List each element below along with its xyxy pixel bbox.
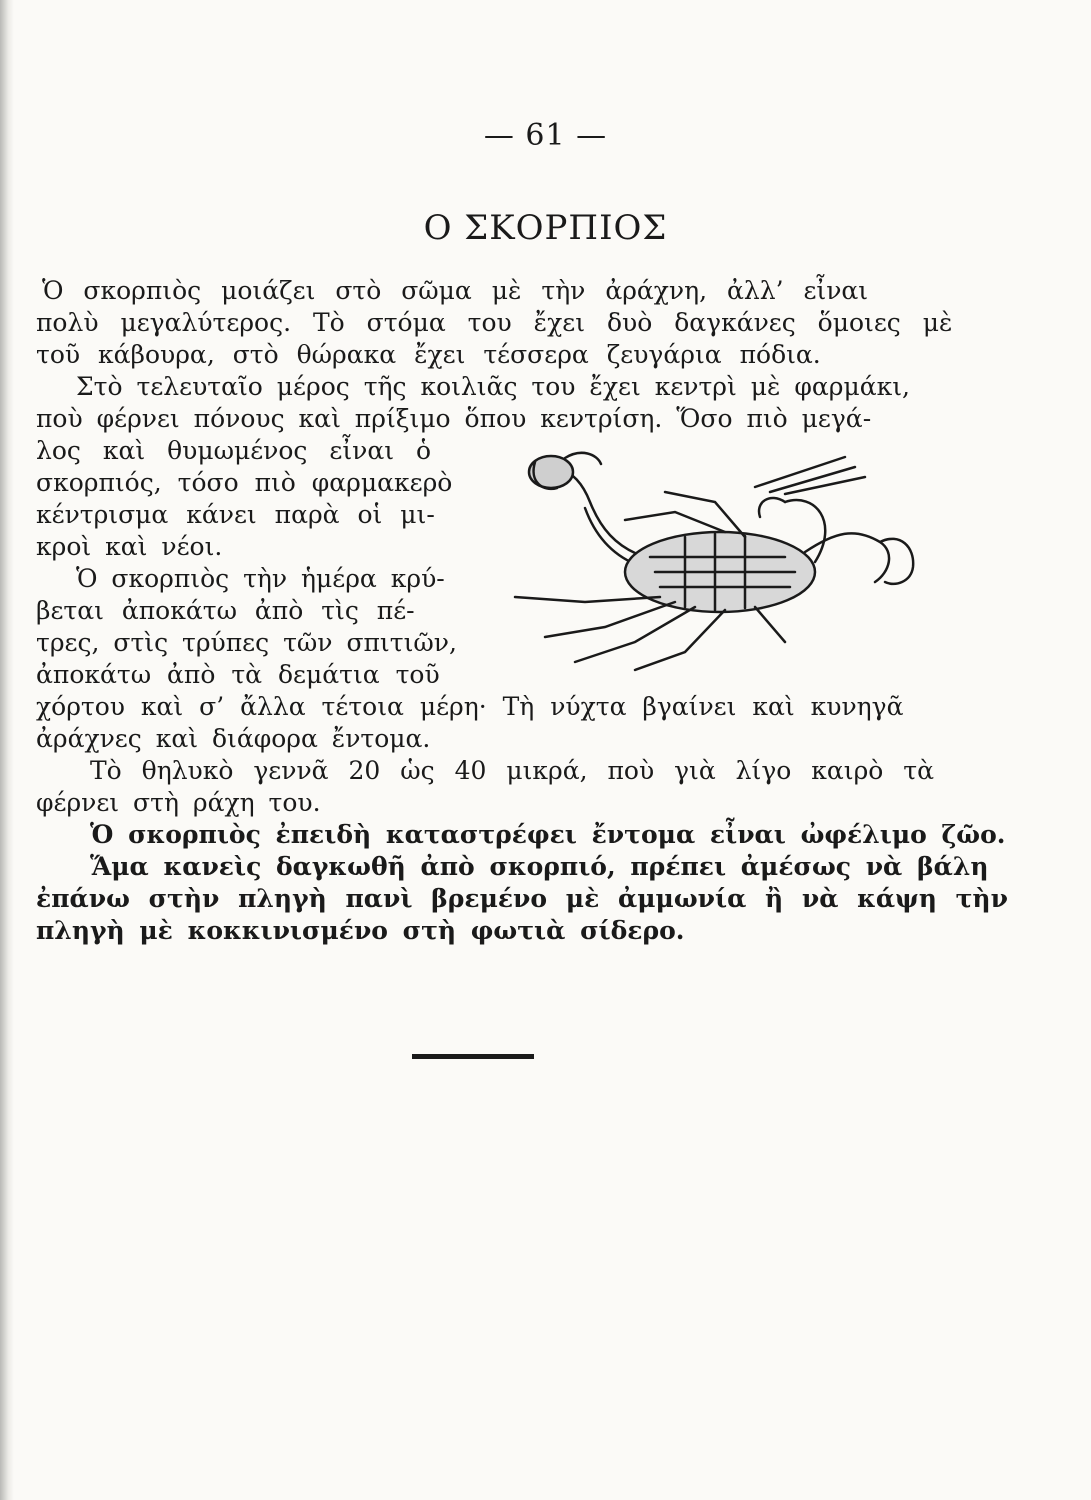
text-line: ἀράχνες καὶ διάφορα ἔντομα. — [36, 724, 431, 753]
text-line: σκορπιός, τόσο πιὸ φαρμακερὸ — [36, 468, 453, 497]
text-line: Ἅμα κανεὶς δαγκωθῆ ἀπὸ σκορπιό, πρέπει ἀμέσως νὰ βάλη — [90, 852, 989, 881]
text-line: λος καὶ θυμωμένος εἶναι ὁ — [36, 436, 432, 465]
page-title: Ο ΣΚΟΡΠΙΟΣ — [423, 208, 668, 248]
text-line: Τὸ θηλυκὸ γεννᾶ 20 ὡς 40 μικρά, ποὺ γιὰ λίγο καιρὸ τὰ — [90, 756, 934, 785]
text-line: ἀποκάτω ἀπὸ τὰ δεμάτια τοῦ — [36, 660, 440, 689]
text-line: κέντρισμα κάνει παρὰ οἱ μι- — [36, 500, 435, 529]
text-line: φέρνει στὴ ράχη του. — [36, 788, 321, 817]
text-line: Στὸ τελευταῖο μέρος τῆς κοιλιᾶς του ἔχει κεντρὶ μὲ φαρμάκι, — [76, 372, 910, 401]
text-line: Ὁ σκορπιὸς ἐπειδὴ καταστρέφει ἔντομα εἶναι ὠφέλιμο ζῶο. — [90, 820, 1006, 849]
text-line: κροὶ καὶ νέοι. — [36, 532, 223, 561]
page-number: — 61 — — [483, 118, 608, 153]
text-line: τρες, στὶς τρύπες τῶν σπιτιῶν, — [36, 628, 457, 657]
text-line: Ὁ σκορπιὸς τὴν ἡμέρα κρύ- — [76, 564, 445, 593]
text-line: τοῦ κάβουρα, στὸ θώρακα ἔχει τέσσερα ζευγάρια πόδια. — [36, 340, 821, 369]
text-line: Ὁ σκορπιὸς μοιάζει στὸ σῶμα μὲ τὴν ἀράχνη, ἀλλ’ εἶναι — [42, 276, 869, 305]
section-divider — [412, 1054, 534, 1059]
text-line: χόρτου καὶ σ’ ἄλλα τέτοια μέρη· Τὴ νύχτα βγαίνει καὶ κυνηγᾶ — [36, 692, 904, 721]
text-line: ἐπάνω στὴν πληγὴ πανὶ βρεμένο μὲ ἀμμωνία ἢ νὰ κάψη τὴν — [36, 884, 1008, 913]
text-line: πληγὴ μὲ κοκκινισμένο στὴ φωτιὰ σίδερο. — [36, 916, 685, 945]
text-line: βεται ἀποκάτω ἀπὸ τὶς πέ- — [36, 596, 415, 625]
scorpion-illustration — [485, 432, 925, 672]
text-line: πολὺ μεγαλύτερος. Τὸ στόμα του ἔχει δυὸ δαγκάνες ὅμοιες μὲ — [36, 308, 953, 337]
text-line: ποὺ φέρνει πόνους καὶ πρίξιμο ὅπου κεντρίση. Ὅσο πιὸ μεγά- — [36, 404, 872, 433]
